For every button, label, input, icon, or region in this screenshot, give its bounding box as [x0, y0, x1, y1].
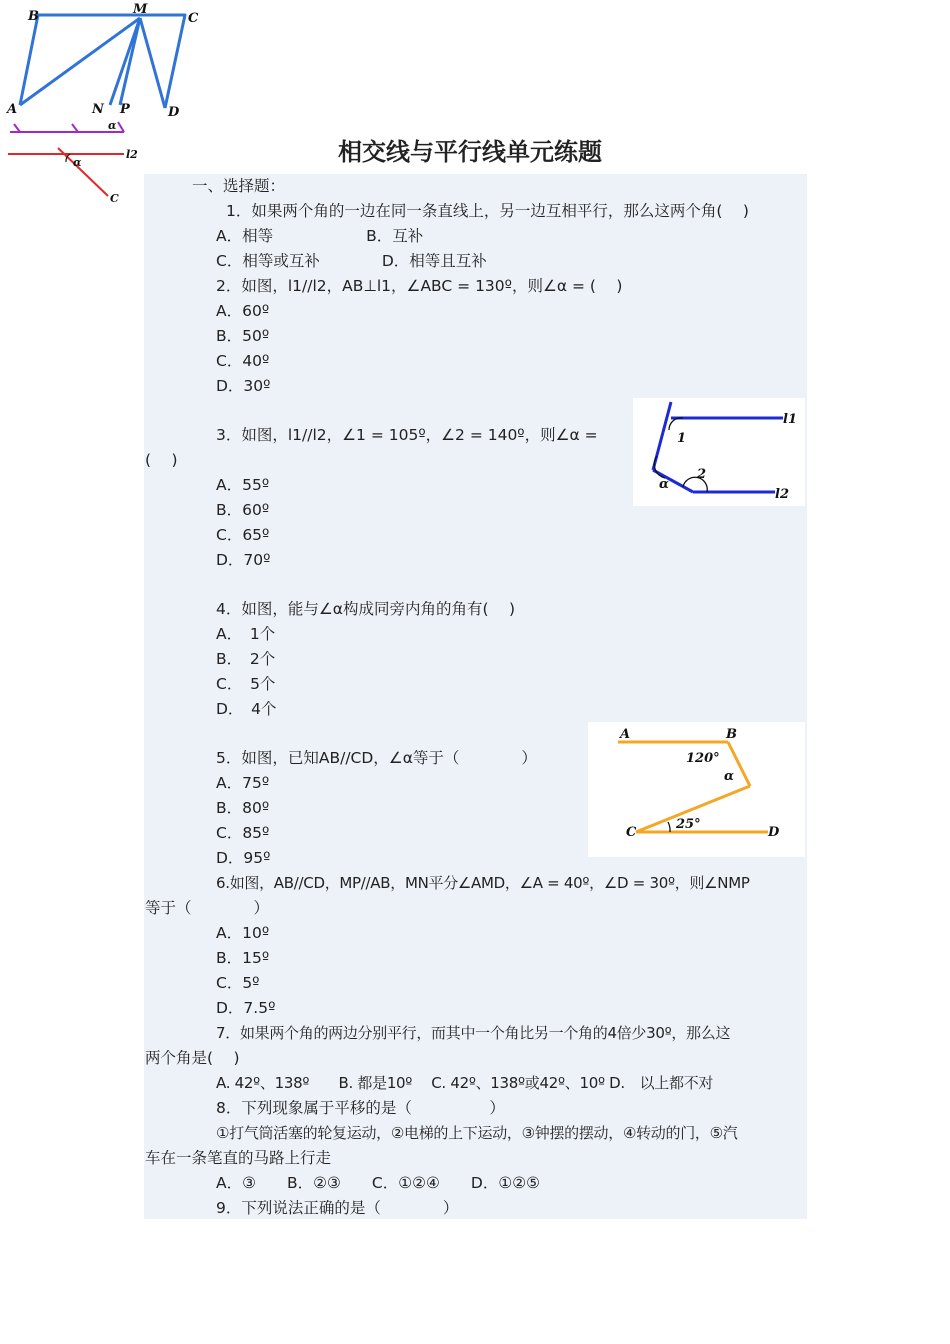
q6-option-a: A．10º: [216, 924, 270, 942]
q8-options: A．③ B．②③ C．①②④ D．①②⑤: [216, 1174, 541, 1192]
q5-stem: 5．如图，已知AB//CD，∠α等于（ ）: [216, 749, 537, 767]
q4-option-a: A． 1个: [216, 625, 276, 643]
q5-option-a: A．75º: [216, 774, 270, 792]
fig1-label-a: A: [7, 102, 18, 117]
q2-option-a: A．60º: [216, 302, 270, 320]
fig5-label-d: D: [768, 825, 780, 840]
q6-stem: 6.如图，AB//CD，MP//AB，MN平分∠AMD，∠A = 40º，∠D = 30º，则∠NMP: [216, 874, 750, 892]
fig2-label-alpha: α: [73, 156, 82, 169]
q7-stem-cont: 两个角是( ): [145, 1049, 240, 1067]
fig2-label-alpha-top: α: [108, 119, 117, 132]
q4-option-d: D． 4个: [216, 700, 277, 718]
fig5-label-25: 25°: [676, 817, 701, 832]
fig1-label-m: M: [133, 2, 148, 17]
figure-q5: [588, 722, 805, 857]
figure-q3: [633, 398, 805, 506]
fig1-label-p: P: [120, 102, 130, 117]
fig1-label-d: D: [168, 105, 180, 120]
q6-option-b: B．15º: [216, 949, 270, 967]
page-title: 相交线与平行线单元练题: [338, 137, 602, 166]
figure-q3-svg: [633, 398, 805, 506]
fig2-transversal: [58, 148, 108, 196]
q7-stem: 7．如果两个角的两边分别平行，而其中一个角比另一个角的4倍少30º，那么这: [216, 1024, 731, 1042]
q3-option-b: B．60º: [216, 501, 270, 519]
q1-options-cd: C．相等或互补 D．相等且互补: [216, 252, 487, 270]
figure-quadrilateral-bmcad: [0, 0, 210, 120]
fig5-label-120: 120°: [686, 751, 720, 766]
q6-option-d: D．7.5º: [216, 999, 276, 1017]
fig3-transversal: [653, 402, 671, 470]
fig3-label-alpha: α: [659, 477, 670, 492]
q5-option-d: D．95º: [216, 849, 271, 867]
fig1-label-b: B: [28, 9, 39, 24]
q7-options: A. 42º、138º B. 都是10º C. 42º、138º或42º、10º D. 以上都不对: [216, 1074, 714, 1092]
q2-option-d: D．30º: [216, 377, 271, 395]
q3-option-c: C．65º: [216, 526, 270, 544]
q4-option-b: B． 2个: [216, 650, 276, 668]
q3-stem-cont: ( ): [145, 451, 178, 469]
fig3-label-l2: l2: [775, 487, 789, 502]
q2-option-c: C．40º: [216, 352, 270, 370]
q5-option-b: B．80º: [216, 799, 270, 817]
fig2-label-l2: l2: [126, 148, 138, 161]
figure-parallel-lines-alpha: [0, 118, 145, 208]
fig3-label-1: 1: [677, 431, 687, 446]
fig5-label-c: C: [626, 825, 637, 840]
figure-q5-svg: [588, 722, 805, 857]
q3-option-a: A．55º: [216, 476, 270, 494]
q8-phenomena: ①打气筒活塞的轮复运动，②电梯的上下运动，③钟摆的摆动，④转动的门，⑤汽: [216, 1124, 738, 1142]
q2-stem: 2．如图，l1//l2，AB⊥l1，∠ABC = 130º，则∠α = ( ): [216, 277, 623, 295]
fig1-label-c: C: [188, 11, 199, 26]
q1-stem: 1．如果两个角的一边在同一条直线上，另一边互相平行，那么这两个角( ): [226, 202, 749, 220]
fig3-label-l1: l1: [783, 412, 797, 427]
q8-stem: 8．下列现象属于平移的是（ ）: [216, 1099, 505, 1117]
q6-stem-cont: 等于（ ）: [145, 899, 270, 917]
fig5-label-a: A: [620, 727, 631, 742]
fig2-label-c: C: [110, 192, 119, 205]
fig1-segment-md: [140, 18, 165, 108]
figure-quadrilateral-svg: [0, 0, 210, 120]
figure-parallel-svg: [0, 118, 145, 208]
q4-option-c: C． 5个: [216, 675, 276, 693]
q8-phenomena-cont: 车在一条笔直的马路上行走: [145, 1149, 332, 1167]
q5-option-c: C．85º: [216, 824, 270, 842]
q1-options-ab: A．相等 B．互补: [216, 227, 424, 245]
fig3-label-2: 2: [697, 467, 707, 482]
fig5-label-b: B: [726, 727, 737, 742]
q9-stem: 9．下列说法正确的是（ ）: [216, 1199, 459, 1217]
fig1-label-n: N: [92, 102, 104, 117]
fig5-label-alpha: α: [724, 769, 735, 784]
q2-option-b: B．50º: [216, 327, 270, 345]
q4-stem: 4．如图，能与∠α构成同旁内角的角有( ): [216, 600, 515, 618]
section-heading: 一、选择题：: [192, 177, 286, 195]
q3-stem: 3．如图，l1//l2，∠1 = 105º，∠2 = 140º，则∠α =: [216, 426, 598, 444]
q6-option-c: C．5º: [216, 974, 260, 992]
q3-option-d: D．70º: [216, 551, 271, 569]
